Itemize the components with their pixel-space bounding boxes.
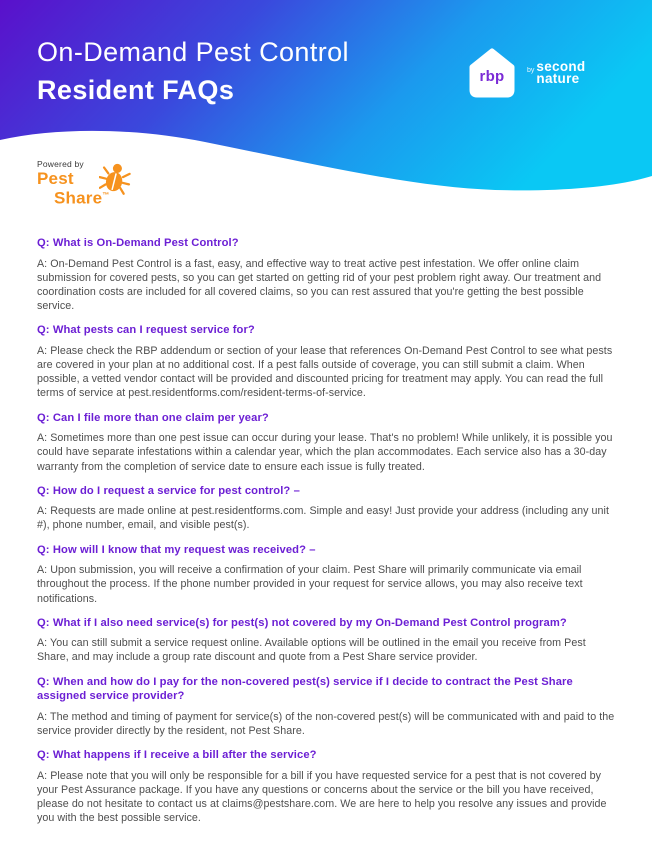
faq-answer: A: Please note that you will only be responsible for a bill if you have requested service for a pest that is not covered by your Pest Assurance package. If you have any questions or concerns about the service or the bill you have received, please do not hesitate to contact us at claims@pestshare.com. We are here to help you resolve any issues and provide you with the best possible service.	[37, 769, 607, 825]
faq-answer: A: Upon submission, you will receive a confirmation of your claim. Pest Share will primarily communicate via email throughout the process. If the phone number provided in your request for service allows, you may also receive text notifications.	[37, 564, 583, 605]
second-nature-wordmark	[527, 61, 585, 85]
faq-answer: A: Requests are made online at pest.residentforms.com. Simple and easy! Just provide your address (including any unit #), phone number, email, and visible pest(s).	[37, 505, 609, 532]
faq-content	[37, 236, 618, 835]
faq-answer: A: On-Demand Pest Control is a fast, easy, and effective way to treat active pest infestation. We offer online claim submission for covered pests, so you can get started on getting rid of your pest problem right away. Our treatment and coordination costs are included for all covered claims, so you can rest assured that you're getting the best possible service.	[37, 257, 602, 313]
faq-answer: A: The method and timing of payment for service(s) of the non-covered pest(s) will be communicated with and paid to the service provider directly by the resident, not Pest Share.	[37, 710, 615, 737]
header-banner	[0, 0, 652, 236]
second-nature-line2: nature	[536, 71, 580, 86]
faq-answer: A: Please check the RBP addendum or section of your lease that references On-Demand Pest Control to see what pests are covered in your plan at no additional cost. If a pest falls outside of coverage, you can still submit a claim. When possible, a vetted vendor contact will be provided and discounted pricing for treatment may apply. You can read the full terms of service at pest.residentforms.com/resident-terms-of-service.	[37, 344, 613, 400]
by-label: by	[527, 67, 535, 74]
second-nature-line1: second	[536, 59, 586, 74]
powered-by-label: Powered by	[37, 159, 84, 169]
rbp-logo-icon	[466, 44, 518, 102]
faq-question: Q: What is On-Demand Pest Control?	[37, 237, 239, 249]
faq-item	[37, 675, 618, 738]
rbp-logo-text: rbp	[479, 68, 505, 85]
rbp-second-nature-logo	[466, 44, 585, 102]
faq-question: Q: What if I also need service(s) for pest(s) not covered by my On-Demand Pest Control program?	[37, 616, 567, 629]
faq-item	[37, 543, 618, 606]
faq-question: Q: What pests can I request service for?	[37, 324, 255, 337]
faq-question: Q: How do I request a service for pest control? –	[37, 484, 300, 497]
pestshare-word-share: Share™	[54, 188, 110, 208]
faq-question: Q: When and how do I pay for the non-covered pest(s) service if I decide to contract the Pest Share assigned service provider?	[37, 675, 573, 703]
pestshare-word-pest: Pest	[37, 169, 74, 188]
faq-item	[37, 411, 618, 474]
faq-item	[37, 236, 618, 313]
faq-answer: A: You can still submit a service request online. Available options will be outlined in the email you receive from Pest Share, and may include a group rate discount and quote from a Pest Share service provider.	[37, 637, 586, 664]
pestshare-logo	[37, 159, 157, 207]
faq-question: Q: How will I know that my request was received? –	[37, 543, 316, 556]
faq-question: Q: Can I file more than one claim per year?	[37, 411, 269, 424]
faq-item	[37, 616, 618, 665]
page-title-line2: Resident FAQs	[37, 75, 235, 105]
faq-item	[37, 484, 618, 533]
faq-item	[37, 323, 618, 400]
trademark-symbol: ™	[102, 192, 110, 199]
bug-icon	[99, 160, 131, 201]
faq-question: Q: What happens if I receive a bill after the service?	[37, 749, 317, 762]
page-title-line1: On-Demand Pest Control	[37, 37, 349, 67]
faq-item	[37, 748, 618, 825]
page-title	[37, 36, 349, 107]
faq-answer: A: Sometimes more than one pest issue can occur during your lease. That's no problem! While unlikely, it is possible you could have separate infestations within a calendar year, which the plan accommodates. Each service also has a 30-day warranty from the completion of service date to ensure each issue is fully treated.	[37, 432, 613, 473]
second-nature-name	[536, 61, 585, 85]
